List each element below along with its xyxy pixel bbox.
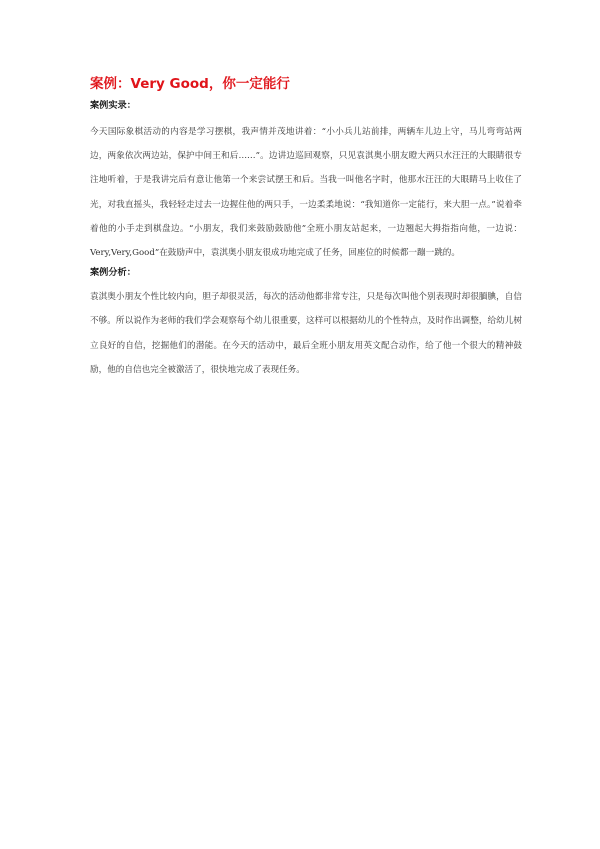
section-body-case-analysis: 袁淇奥小朋友个性比较内向，胆子却很灵活，每次的活动他都非常专注，只是每次叫他个别表现时却很腼腆，自信不够。所以说作为老师的我们学会观察每个幼儿很重要，这样可以根据幼儿的个性特点，及时作出调整，给幼儿树立良好的自信，挖掘他们的潜能。在今天的活动中，最后全班小朋友用英文配合动作，给了他一个很大的精神鼓励，他的自信也完全被激活了，很快地完成了表现任务。: [90, 292, 522, 375]
section-heading-case-record: 案例实录：: [90, 100, 136, 111]
document-title: 案例：Very Good，你一定能行: [90, 76, 290, 92]
section-heading-case-analysis: 案例分析：: [90, 267, 136, 279]
document-page: [90, 74, 522, 382]
section-body-case-record: 今天国际象棋活动的内容是学习摆棋，我声情并茂地讲着：“小小兵儿站前排，两辆车儿边上守，马儿弯弯站两边，两象依次两边站，保护中间王和后……”。边讲边巡回观察，只见袁淇奥小朋友瞪大两只水汪汪的大眼睛很专注地听着，于是我讲完后有意让他第一个来尝试摆王和后。当我一叫他名字时，他那水汪汪的大眼睛马上收住了光，对我直摇头，我轻轻走过去一边握住他的两只手，一边柔柔地说：“我知道你一定能行，来大胆一点。”说着牵着他的小手走到棋盘边。“小朋友，我们来鼓励鼓励他”全班小朋友站起来，一边翘起大拇指指向他，一边说：Very,Very,Good”在鼓励声中，袁淇奥小朋友很成功地完成了任务，回座位的时候都一蹦一跳的。: [90, 127, 522, 259]
